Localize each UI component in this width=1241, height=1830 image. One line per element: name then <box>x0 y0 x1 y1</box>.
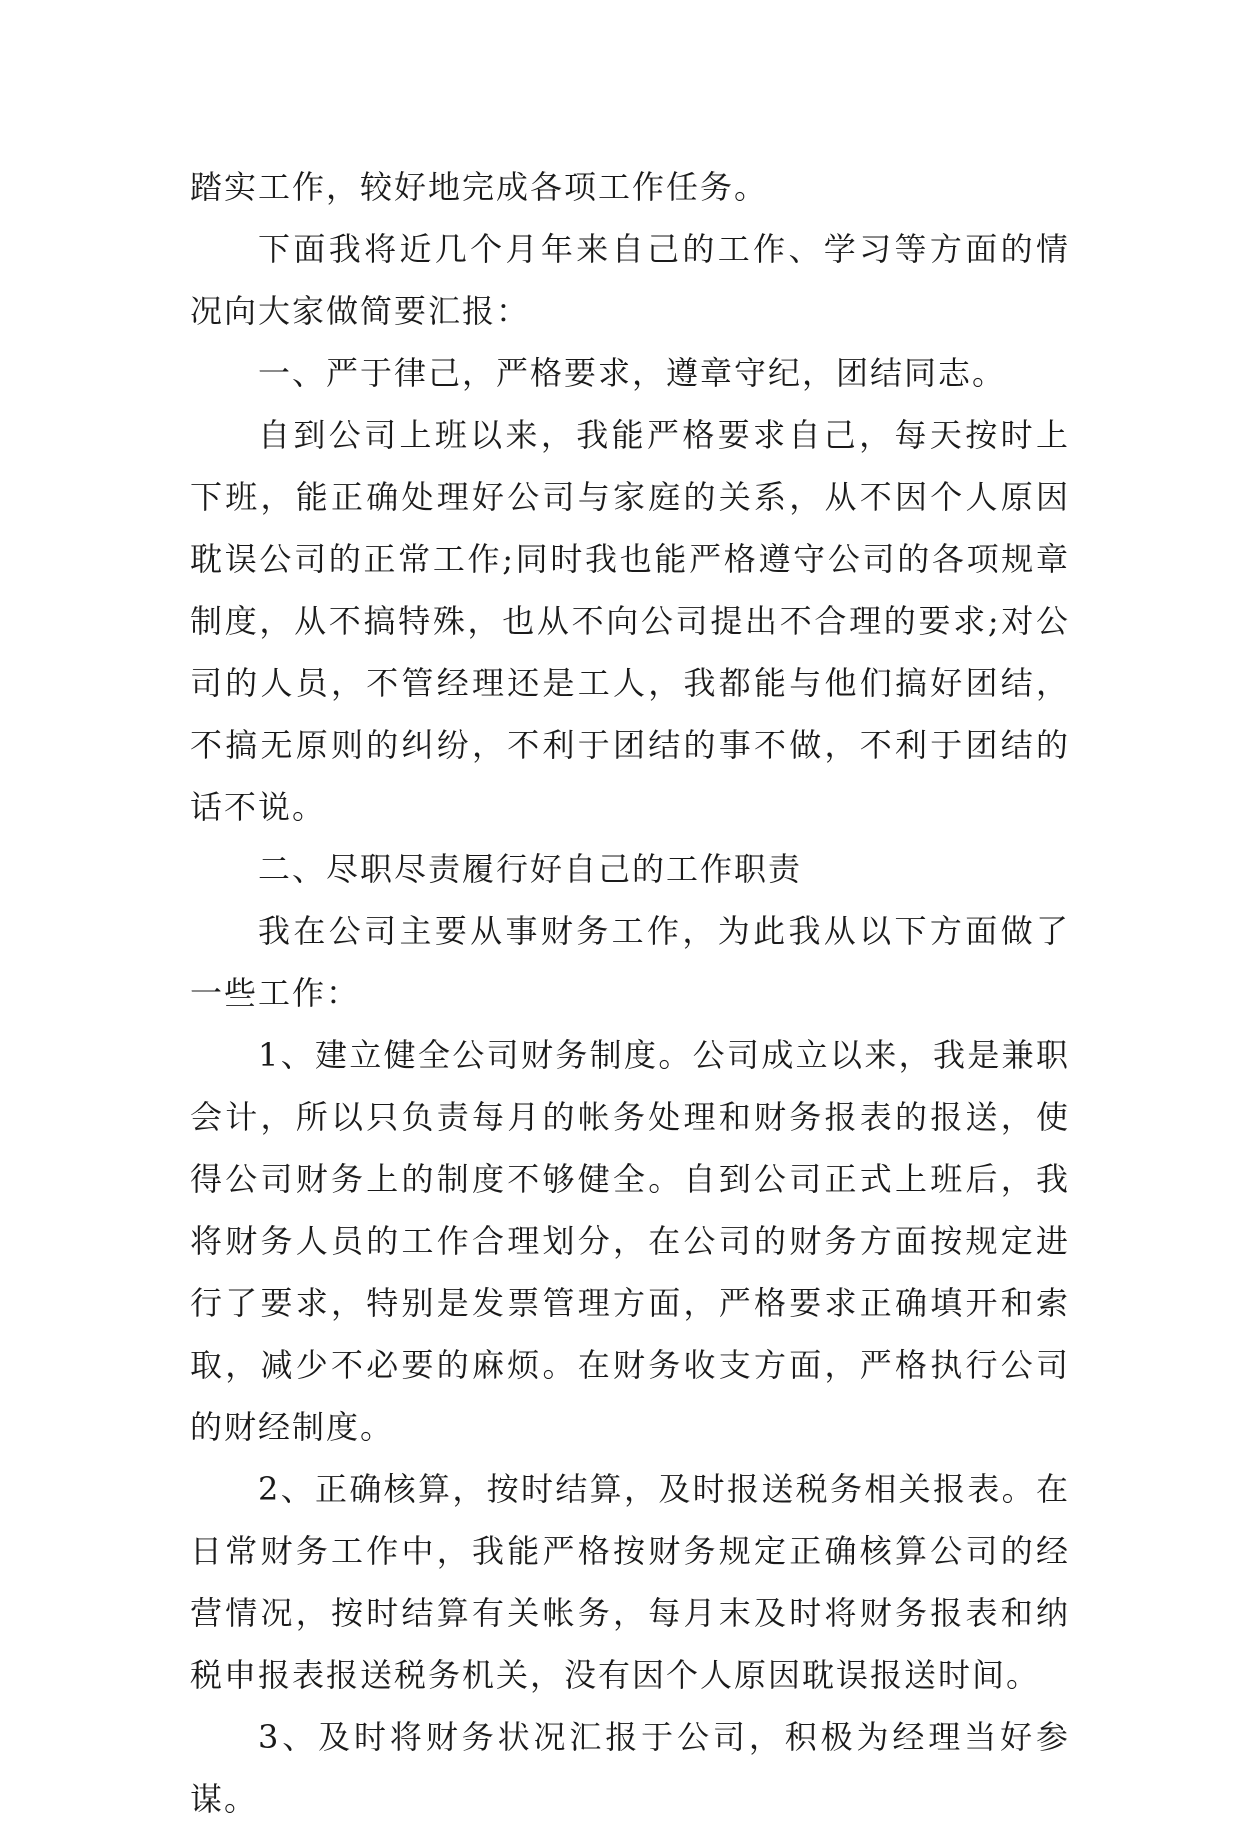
list-item: 1、建立健全公司财务制度。公司成立以来，我是兼职会计，所以只负责每月的帐务处理和财务报表的报送，使得公司财务上的制度不够健全。自到公司正式上班后，我将财务人员的工作合理划分，在公司的财务方面按规定进行了要求，特别是发票管理方面，严格要求正确填开和索取，减少不必要的麻烦。在财务收支方面，严格执行公司的财经制度。 <box>190 1036 1070 1446</box>
body-text <box>190 156 1070 1830</box>
list-item: 3、及时将财务状况汇报于公司，积极为经理当好参谋。 <box>190 1718 1070 1818</box>
paragraph: 踏实工作，较好地完成各项工作任务。 <box>190 168 769 206</box>
list-item: 2、正确核算，按时结算，及时报送税务相关报表。在日常财务工作中，我能严格按财务规定正确核算公司的经营情况，按时结算有关帐务，每月末及时将财务报表和纳税申报表报送税务机关，没有因个人原因耽误报送时间。 <box>190 1470 1070 1694</box>
section-heading: 一、严于律己，严格要求，遵章守纪，团结同志。 <box>258 354 1007 392</box>
paragraph: 下面我将近几个月年来自己的工作、学习等方面的情况向大家做简要汇报： <box>190 230 1070 330</box>
section-heading: 二、尽职尽责履行好自己的工作职责 <box>258 850 803 888</box>
paragraph: 自到公司上班以来，我能严格要求自己，每天按时上下班，能正确处理好公司与家庭的关系，从不因个人原因耽误公司的正常工作;同时我也能严格遵守公司的各项规章制度，从不搞特殊，也从不向公司提出不合理的要求;对公司的人员，不管经理还是工人，我都能与他们搞好团结，不搞无原则的纠纷，不利于团结的事不做，不利于团结的话不说。 <box>190 416 1070 826</box>
paragraph: 我在公司主要从事财务工作，为此我从以下方面做了一些工作： <box>190 912 1070 1012</box>
